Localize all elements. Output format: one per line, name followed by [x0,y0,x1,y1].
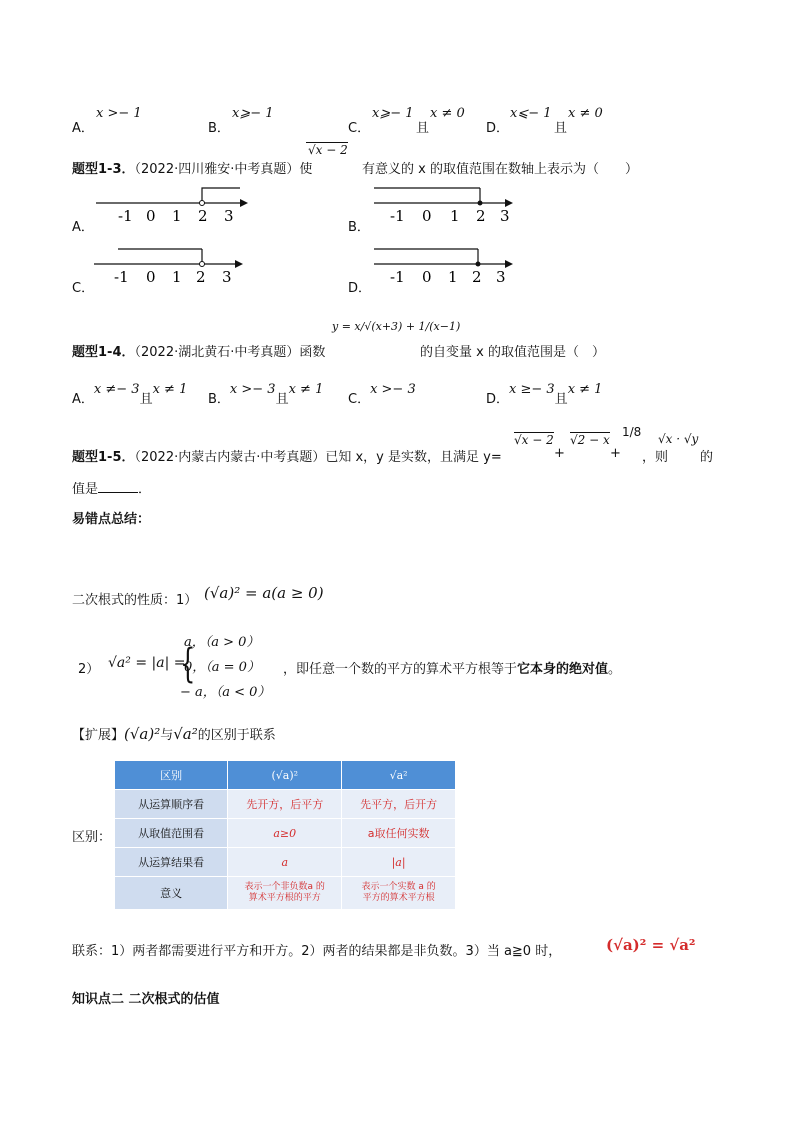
number-line-b [368,184,538,228]
extend-line: 【扩展】(√a)²与√a²的区别于联系 [72,725,276,743]
table-cell: a取任何实数 [342,819,456,848]
tick-label: 0 [422,207,432,225]
q15-term2: √2 − x [570,433,610,447]
tick-label: 3 [222,268,232,286]
table-row [115,790,456,819]
case-1: a，（a > 0） [184,635,260,650]
q14-stem: 题型1-4．（2022·湖北黄石·中考真题）函数 [72,345,326,360]
tick-label: 2 [198,207,208,225]
table-header: √a² [342,761,456,790]
option-b-label: B． [208,121,230,136]
tick-label: 3 [500,207,510,225]
section-title: 知识点二 二次根式的估值 [72,992,220,1007]
q13-option-c: C． [72,281,95,296]
option-d-expr: x⩽− 1 [510,106,552,121]
q14-formula: y = x/√(x+3) + 1/(x−1) [332,320,461,333]
q15-term4: √x · √y [658,432,699,446]
q13-option-b: B． [348,220,370,235]
option-c-expr: x⩾− 1 [372,106,414,121]
tick-label: -1 [118,207,133,225]
q13-rest: 有意义的 x 的取值范围在数轴上表示为（ ） [362,162,638,177]
table-header: (√a)² [228,761,342,790]
tick-label: 1 [448,268,458,286]
table-cell: 从取值范围看 [115,819,228,848]
q14-option-a: A．x ≠− 3且x ≠ 1 [72,382,188,407]
q15-term3: 1/8 [622,425,642,439]
q13-stem: 题型1-3．（2022·四川雅安·中考真题）使 [72,162,313,177]
q14-rest: 的自变量 x 的取值范围是（ ） [420,345,605,360]
option-c-label: C． [348,121,371,136]
q14-option-b: B．x >− 3且x ≠ 1 [208,382,324,407]
q15-plus1: + [554,446,565,461]
table-cell: 先开方，后平方 [228,790,342,819]
tick-label: 1 [172,268,182,286]
tick-label: 3 [224,207,234,225]
case-3: − a，（a < 0） [180,685,271,700]
number-line-a [90,184,260,228]
property-2-left: √a² = |a| = [108,655,186,671]
q14-option-c: C．x >− 3 [348,382,416,407]
option-d-and: 且 [554,121,568,136]
q15-then: ，则 [642,450,669,465]
comparison-table [114,760,456,910]
case-2: 0，（a = 0） [184,660,260,675]
table-cell: a≥0 [228,819,342,848]
tick-label: -1 [390,268,405,286]
tick-label: 2 [476,207,486,225]
tick-label: 3 [496,268,506,286]
q13-option-a: A． [72,220,94,235]
number-line-d [368,245,538,289]
tick-label: -1 [114,268,129,286]
table-cell: 从运算顺序看 [115,790,228,819]
property-formula-1: (√a)² = a(a ≥ 0) [204,584,324,602]
q13-radical: √x − 2 [308,143,348,157]
number-line-c [90,245,260,289]
q15-stem: 题型1-5．（2022·内蒙古内蒙古·中考真题）已知 x，y 是实数，且满足 y= [72,450,502,465]
table-header-row [115,761,456,790]
option-d-label: D． [486,121,510,136]
tick-label: 2 [472,268,482,286]
q15-de: 的 [700,450,714,465]
q14-option-d: D．x ≥− 3且x ≠ 1 [486,382,603,407]
difference-label: 区别： [72,830,112,845]
tick-label: 1 [172,207,182,225]
option-b-expr: x⩾− 1 [232,106,274,121]
table-cell: |a| [342,848,456,877]
option-a-expr: x >− 1 [96,106,142,121]
table-cell: a [228,848,342,877]
error-summary-heading: 易错点总结： [72,512,151,527]
q15-term1: √x − 2 [514,433,554,447]
tick-label: 0 [146,268,156,286]
option-d-expr2: x ≠ 0 [568,106,603,121]
relation-text: 联系：1）两者都需要进行平方和开方。2）两者的结果都是非负数。3）当 a≧0 时， [72,944,562,959]
option-a-label: A． [72,121,94,136]
q13-option-d: D． [348,281,372,296]
tick-label: 2 [196,268,206,286]
property-2-label: 2） [78,662,100,677]
tick-label: -1 [390,207,405,225]
property-lead: 二次根式的性质：1） [72,593,198,608]
table-cell: 表示一个非负数a 的算术平方根的平方 [228,877,342,910]
table-cell: 意义 [115,877,228,910]
brace-icon: { [180,641,196,687]
table-row [115,848,456,877]
table-cell: 从运算结果看 [115,848,228,877]
option-c-expr2: x ≠ 0 [430,106,465,121]
table-row [115,877,456,910]
property-2-text: ，即任意一个数的平方的算术平方根等于它本身的绝对值。 [283,662,622,677]
table-cell: 先平方，后开方 [342,790,456,819]
q15-line2: 值是 ． [72,482,152,497]
table-row [115,819,456,848]
q15-plus2: + [610,446,621,461]
table-cell: 表示一个实数 a 的平方的算术平方根 [342,877,456,910]
tick-label: 0 [422,268,432,286]
tick-label: 0 [146,207,156,225]
tick-label: 1 [450,207,460,225]
table-header: 区别 [115,761,228,790]
option-c-and: 且 [416,121,430,136]
relation-formula: (√a)² = √a² [606,936,696,954]
